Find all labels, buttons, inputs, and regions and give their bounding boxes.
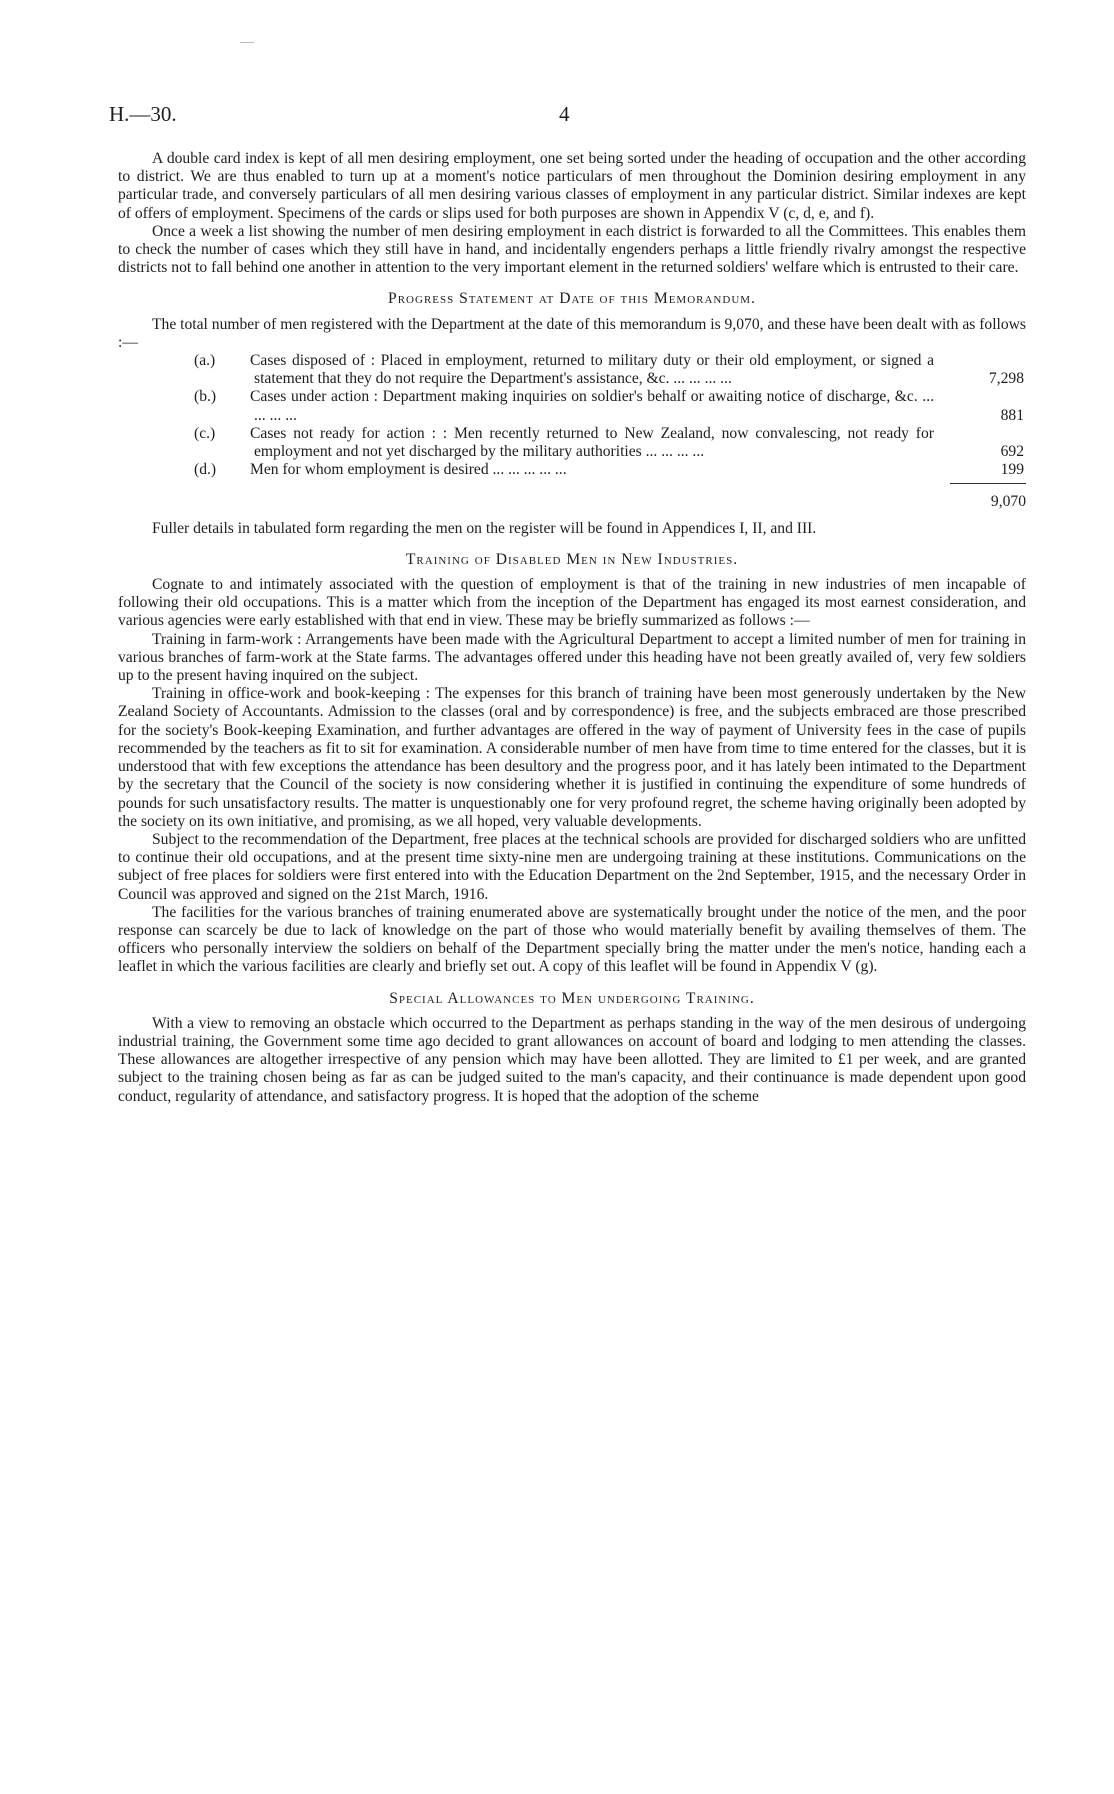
page-header xyxy=(109,102,1027,134)
document-reference: H.—30. xyxy=(109,102,177,126)
list-item xyxy=(194,425,1026,461)
paragraph-weekly-list: Once a week a list showing the number of men desiring employment in each district is forwarded to all the Committees. This enables them to check the number of cases which they still have in hand, and incidentally engenders perhaps a little friendly rivalry amongst the respective districts not to fall behind one another in attention to the very important element in the returned soldiers' welfare which is entrusted to their care. xyxy=(118,222,1026,277)
item-letter: (a.) xyxy=(194,352,216,370)
section-heading-allowances: Special Allowances to Men undergoing Training. xyxy=(389,989,755,1007)
paragraph-card-index: A double card index is kept of all men desiring employment, one set being sorted under the heading of occupation and the other according to district. We are thus enabled to turn up at a moment's notice particulars of men throughout the Dominion desiring employment in any particular trade, and conversely particulars of all men desiring various classes of employment in any particular district. Similar indexes are kept of offers of employment. Specimens of the cards or slips used for both purposes are shown in Appendix V (c, d, e, and f). xyxy=(118,150,1026,222)
item-value: 7,298 xyxy=(988,370,1024,388)
section-heading-progress: Progress Statement at Date of this Memorandum. xyxy=(388,290,756,308)
total-value: 9,070 xyxy=(950,483,1026,511)
paragraph-fuller-details: Fuller details in tabulated form regarding the men on the register will be found in Appendices I, II, and III. xyxy=(152,519,817,537)
page-number: 4 xyxy=(559,102,570,126)
paragraph-technical-schools: Subject to the recommendation of the Department, free places at the technical schools are provided for discharged soldiers who are unfitted to continue their old occupations, and at the present time sixty-nine men are undergoing training at these institutions. Communications on the subject of free places for soldiers were first entered into with the Education Department on the 2nd September, 1915, and the necessary Order in Council was approved and signed on the 21st March, 1916. xyxy=(118,830,1026,903)
paragraph-farm-work: Training in farm-work : Arrangements have been made with the Agricultural Department to accept a limited number of men for training in various branches of farm-work at the State farms. The advantages offered under this heading have not been greatly availed of, very few soldiers up to the present having inquired on the subject. xyxy=(118,630,1026,685)
paragraph-training-intro: Cognate to and intimately associated with the question of employment is that of the training in new industries of men incapable of following their old occupations. This is a matter which from the inception of the Department has engaged its most earnest consideration, and various agencies were early established with that end in view. These may be briefly summarized as follows :— xyxy=(118,576,1026,630)
list-item xyxy=(194,388,1026,424)
scan-mark xyxy=(240,42,254,43)
progress-statement-list xyxy=(194,352,1026,512)
item-letter: (c.) xyxy=(194,424,216,442)
section-heading-training: Training of Disabled Men in New Industries. xyxy=(405,550,739,568)
paragraph-progress-intro: The total number of men registered with the Department at the date of this memorandum is 9,070, and these have been dealt with as follows :— xyxy=(118,315,1026,351)
item-value: 881 xyxy=(1000,406,1024,424)
item-value: 199 xyxy=(1000,461,1024,479)
item-letter: (b.) xyxy=(194,388,217,406)
page-body xyxy=(118,150,1026,1106)
paragraph-facilities: The facilities for the various branches of training enumerated above are systematically brought under the notice of the men, and the poor response can scarcely be due to lack of knowledge on the part of those who would materially benefit by availing themselves of them. The officers who personally interview the soldiers on behalf of the Department specially bring the matter under the men's notice, handing each a leaflet in which the various facilities are clearly and briefly set out. A copy of this leaflet will be found in Appendix V (g). xyxy=(118,903,1026,976)
item-text: Cases under action : Department making inquiries on soldier's behalf or awaiting notice of discharge, &c. ... ... ... ... xyxy=(250,388,934,424)
list-item xyxy=(194,352,1026,388)
total-row xyxy=(194,483,1026,511)
item-letter: (d.) xyxy=(194,461,217,479)
paragraph-office-work: Training in office-work and book-keeping : The expenses for this branch of training have been most generously undertaken by the New Zealand Society of Accountants. Admission to the classes (oral and by correspondence) is free, and the subjects embraced are those prescribed for the society's Book-keeping Examination, and further advantages are offered in the way of payment of University fees in the case of pupils recommended by the teachers as fit to sit for examination. A considerable number of men have from time to time entered for the classes, but it is understood that with few exceptions the attendance has been desultory and the progress poor, and it has lately been intimated to the Department by the secretary that the Council of the society is now considering whether it is justified in continuing the expenditure of some hundreds of pounds for such unsatisfactory results. The matter is unquestionably one for very profound regret, the scheme having originally been adopted by the society on its own initiative, and promising, as we all hoped, very valuable developments. xyxy=(118,685,1026,830)
item-text: Men for whom employment is desired ... ... ... ... ... xyxy=(250,461,567,479)
item-text: Cases not ready for action : : Men recently returned to New Zealand, now convalescing, not ready for employment and not yet discharged by the military authorities ... ... ... ... xyxy=(250,424,934,461)
item-text: Cases disposed of : Placed in employment, returned to military duty or their old employment, or signed a statement that they do not require the Department's assistance, &c. ... ... ... ... xyxy=(250,352,934,388)
list-item xyxy=(194,461,1026,479)
paragraph-allowances: With a view to removing an obstacle which occurred to the Department as perhaps standing in the way of the men desirous of undergoing industrial training, the Government some time ago decided to grant allowances on account of board and lodging to men attending the classes. These allowances are altogether irrespective of any pension which may have been allotted. They are limited to £1 per week, and are granted subject to the training chosen being as far as can be judged suited to the man's capacity, and their continuance is made dependent upon good conduct, regularity of attendance, and satisfactory progress. It is hoped that the adoption of the scheme xyxy=(118,1014,1026,1105)
item-value: 692 xyxy=(1000,443,1024,461)
